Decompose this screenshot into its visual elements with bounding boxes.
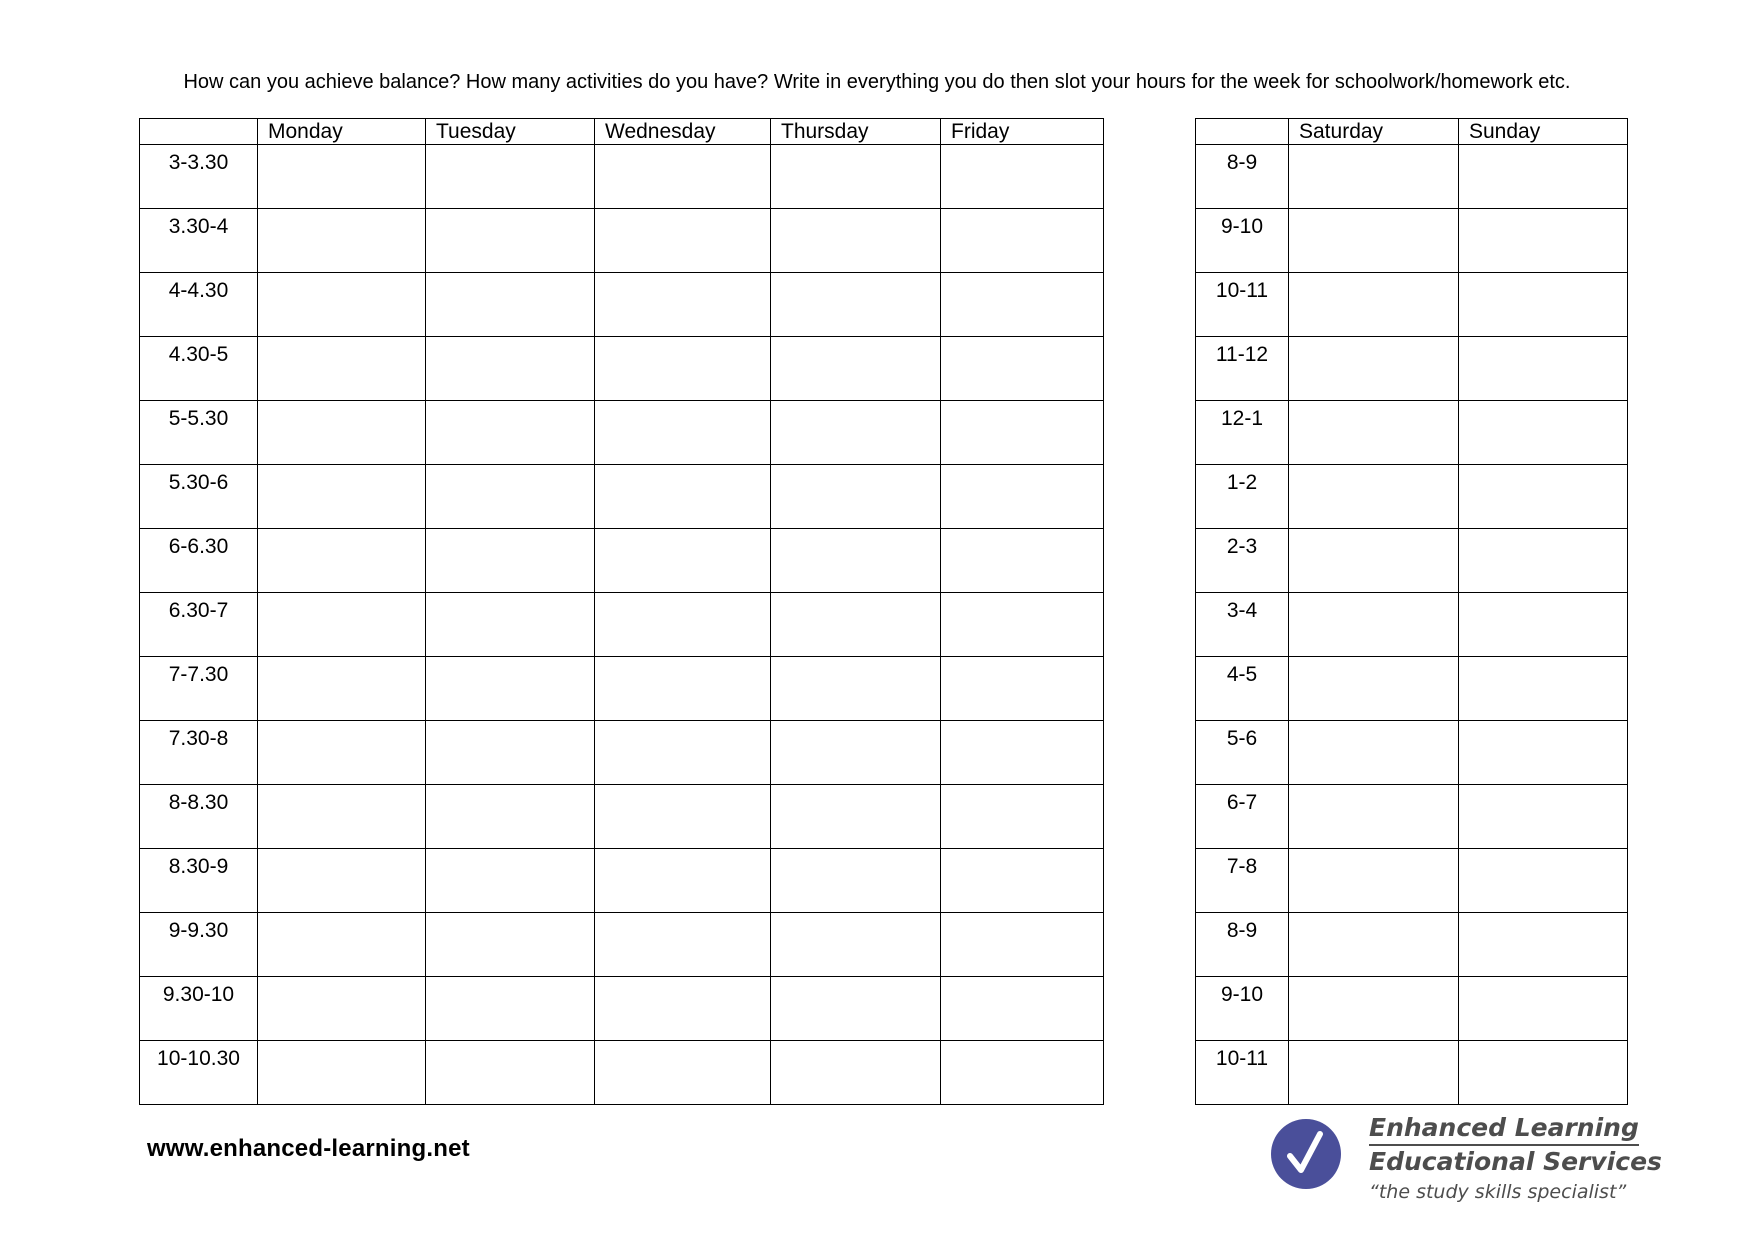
time-slot-label: 9.30-10 bbox=[140, 977, 258, 1041]
time-slot-label: 4-4.30 bbox=[140, 273, 258, 337]
weekend-time-row bbox=[1196, 913, 1628, 977]
schedule-cell-friday[interactable] bbox=[941, 529, 1104, 593]
schedule-cell-tuesday[interactable] bbox=[426, 977, 595, 1041]
schedule-cell-monday[interactable] bbox=[258, 593, 426, 657]
schedule-cell-saturday[interactable] bbox=[1289, 849, 1459, 913]
schedule-cell-saturday[interactable] bbox=[1289, 1041, 1459, 1105]
schedule-cell-saturday[interactable] bbox=[1289, 529, 1459, 593]
time-slot-label: 9-10 bbox=[1196, 977, 1289, 1041]
logo-line2: Educational Services bbox=[1369, 1147, 1662, 1176]
schedule-cell-monday[interactable] bbox=[258, 465, 426, 529]
time-slot-label: 5-6 bbox=[1196, 721, 1289, 785]
schedule-cell-saturday[interactable] bbox=[1289, 401, 1459, 465]
schedule-cell-monday[interactable] bbox=[258, 657, 426, 721]
schedule-cell-saturday[interactable] bbox=[1289, 721, 1459, 785]
schedule-cell-saturday[interactable] bbox=[1289, 273, 1459, 337]
schedule-cell-wednesday[interactable] bbox=[595, 1041, 771, 1105]
schedule-cell-monday[interactable] bbox=[258, 529, 426, 593]
schedule-cell-tuesday[interactable] bbox=[426, 849, 595, 913]
time-slot-label: 9-10 bbox=[1196, 209, 1289, 273]
weekend-header-row bbox=[1196, 119, 1628, 145]
schedule-cell-sunday[interactable] bbox=[1459, 529, 1628, 593]
schedule-cell-saturday[interactable] bbox=[1289, 657, 1459, 721]
schedule-cell-tuesday[interactable] bbox=[426, 529, 595, 593]
weekend-time-row bbox=[1196, 657, 1628, 721]
schedule-cell-friday[interactable] bbox=[941, 785, 1104, 849]
time-slot-label: 3.30-4 bbox=[140, 209, 258, 273]
schedule-cell-sunday[interactable] bbox=[1459, 209, 1628, 273]
schedule-cell-sunday[interactable] bbox=[1459, 721, 1628, 785]
weekend-timetable bbox=[1195, 118, 1628, 1105]
schedule-cell-friday[interactable] bbox=[941, 209, 1104, 273]
time-slot-label: 9-9.30 bbox=[140, 913, 258, 977]
schedule-cell-saturday[interactable] bbox=[1289, 977, 1459, 1041]
weekend-time-row bbox=[1196, 1041, 1628, 1105]
weekday-time-row bbox=[140, 1041, 1104, 1105]
schedule-cell-monday[interactable] bbox=[258, 273, 426, 337]
schedule-cell-tuesday[interactable] bbox=[426, 401, 595, 465]
weekday-time-row bbox=[140, 849, 1104, 913]
schedule-cell-tuesday[interactable] bbox=[426, 337, 595, 401]
time-slot-label: 8-9 bbox=[1196, 145, 1289, 209]
weekend-time-row bbox=[1196, 465, 1628, 529]
schedule-cell-thursday[interactable] bbox=[771, 593, 941, 657]
schedule-cell-saturday[interactable] bbox=[1289, 209, 1459, 273]
schedule-cell-saturday[interactable] bbox=[1289, 913, 1459, 977]
schedule-cell-wednesday[interactable] bbox=[595, 273, 771, 337]
weekday-time-row bbox=[140, 913, 1104, 977]
weekday-time-row bbox=[140, 977, 1104, 1041]
weekday-time-row bbox=[140, 721, 1104, 785]
schedule-cell-sunday[interactable] bbox=[1459, 977, 1628, 1041]
day-header-sunday: Sunday bbox=[1459, 119, 1628, 145]
weekend-time-row bbox=[1196, 529, 1628, 593]
schedule-cell-tuesday[interactable] bbox=[426, 209, 595, 273]
schedule-cell-monday[interactable] bbox=[258, 913, 426, 977]
logo-wordmark bbox=[1369, 1112, 1662, 1204]
weekend-time-row bbox=[1196, 401, 1628, 465]
schedule-cell-thursday[interactable] bbox=[771, 145, 941, 209]
weekday-time-row bbox=[140, 145, 1104, 209]
schedule-cell-sunday[interactable] bbox=[1459, 785, 1628, 849]
schedule-cell-thursday[interactable] bbox=[771, 849, 941, 913]
schedule-cell-wednesday[interactable] bbox=[595, 401, 771, 465]
schedule-cell-tuesday[interactable] bbox=[426, 593, 595, 657]
schedule-cell-monday[interactable] bbox=[258, 849, 426, 913]
schedule-cell-wednesday[interactable] bbox=[595, 657, 771, 721]
schedule-cell-monday[interactable] bbox=[258, 337, 426, 401]
schedule-cell-thursday[interactable] bbox=[771, 721, 941, 785]
schedule-cell-monday[interactable] bbox=[258, 145, 426, 209]
schedule-cell-friday[interactable] bbox=[941, 273, 1104, 337]
weekend-time-row bbox=[1196, 977, 1628, 1041]
time-slot-label: 7-7.30 bbox=[140, 657, 258, 721]
company-logo bbox=[1270, 1112, 1662, 1212]
schedule-cell-sunday[interactable] bbox=[1459, 657, 1628, 721]
schedule-cell-thursday[interactable] bbox=[771, 1041, 941, 1105]
time-slot-label: 10-11 bbox=[1196, 273, 1289, 337]
schedule-cell-tuesday[interactable] bbox=[426, 785, 595, 849]
schedule-cell-friday[interactable] bbox=[941, 1041, 1104, 1105]
schedule-cell-thursday[interactable] bbox=[771, 465, 941, 529]
weekday-header-row bbox=[140, 119, 1104, 145]
weekend-time-row bbox=[1196, 849, 1628, 913]
schedule-cell-monday[interactable] bbox=[258, 721, 426, 785]
weekend-time-row bbox=[1196, 209, 1628, 273]
weekend-time-row bbox=[1196, 337, 1628, 401]
schedule-cell-tuesday[interactable] bbox=[426, 1041, 595, 1105]
schedule-cell-tuesday[interactable] bbox=[426, 145, 595, 209]
time-slot-label: 4.30-5 bbox=[140, 337, 258, 401]
schedule-cell-friday[interactable] bbox=[941, 849, 1104, 913]
day-header-tuesday: Tuesday bbox=[426, 119, 595, 145]
schedule-cell-sunday[interactable] bbox=[1459, 145, 1628, 209]
weekday-time-row bbox=[140, 337, 1104, 401]
weekend-time-row bbox=[1196, 273, 1628, 337]
time-slot-label: 8.30-9 bbox=[140, 849, 258, 913]
schedule-cell-thursday[interactable] bbox=[771, 529, 941, 593]
time-slot-label: 4-5 bbox=[1196, 657, 1289, 721]
schedule-cell-thursday[interactable] bbox=[771, 209, 941, 273]
weekday-time-row bbox=[140, 273, 1104, 337]
schedule-cell-sunday[interactable] bbox=[1459, 913, 1628, 977]
weekday-timetable bbox=[139, 118, 1104, 1105]
schedule-cell-thursday[interactable] bbox=[771, 977, 941, 1041]
schedule-cell-tuesday[interactable] bbox=[426, 657, 595, 721]
weekday-time-row bbox=[140, 209, 1104, 273]
day-header-wednesday: Wednesday bbox=[595, 119, 771, 145]
day-header-friday: Friday bbox=[941, 119, 1104, 145]
schedule-cell-wednesday[interactable] bbox=[595, 529, 771, 593]
time-slot-label: 12-1 bbox=[1196, 401, 1289, 465]
schedule-cell-wednesday[interactable] bbox=[595, 849, 771, 913]
schedule-cell-friday[interactable] bbox=[941, 145, 1104, 209]
time-slot-label: 3-4 bbox=[1196, 593, 1289, 657]
time-slot-label: 6.30-7 bbox=[140, 593, 258, 657]
schedule-cell-wednesday[interactable] bbox=[595, 913, 771, 977]
time-slot-label: 7-8 bbox=[1196, 849, 1289, 913]
weekend-time-row bbox=[1196, 785, 1628, 849]
schedule-cell-friday[interactable] bbox=[941, 721, 1104, 785]
schedule-cell-tuesday[interactable] bbox=[426, 721, 595, 785]
schedule-cell-saturday[interactable] bbox=[1289, 785, 1459, 849]
schedule-cell-thursday[interactable] bbox=[771, 337, 941, 401]
weekday-time-row bbox=[140, 465, 1104, 529]
weekday-time-row bbox=[140, 657, 1104, 721]
time-slot-label: 8-8.30 bbox=[140, 785, 258, 849]
schedule-cell-tuesday[interactable] bbox=[426, 913, 595, 977]
schedule-cell-thursday[interactable] bbox=[771, 785, 941, 849]
schedule-cell-wednesday[interactable] bbox=[595, 337, 771, 401]
day-header-saturday: Saturday bbox=[1289, 119, 1459, 145]
schedule-cell-friday[interactable] bbox=[941, 593, 1104, 657]
time-slot-label: 1-2 bbox=[1196, 465, 1289, 529]
schedule-cell-sunday[interactable] bbox=[1459, 465, 1628, 529]
schedule-cell-saturday[interactable] bbox=[1289, 145, 1459, 209]
time-slot-label: 8-9 bbox=[1196, 913, 1289, 977]
schedule-cell-monday[interactable] bbox=[258, 785, 426, 849]
schedule-cell-wednesday[interactable] bbox=[595, 977, 771, 1041]
time-slot-label: 6-6.30 bbox=[140, 529, 258, 593]
schedule-cell-sunday[interactable] bbox=[1459, 593, 1628, 657]
weekday-time-row bbox=[140, 593, 1104, 657]
time-slot-label: 10-10.30 bbox=[140, 1041, 258, 1105]
schedule-cell-tuesday[interactable] bbox=[426, 273, 595, 337]
schedule-cell-thursday[interactable] bbox=[771, 401, 941, 465]
time-slot-label: 5.30-6 bbox=[140, 465, 258, 529]
schedule-cell-wednesday[interactable] bbox=[595, 721, 771, 785]
schedule-cell-wednesday[interactable] bbox=[595, 209, 771, 273]
time-slot-label: 3-3.30 bbox=[140, 145, 258, 209]
weekend-time-row bbox=[1196, 145, 1628, 209]
schedule-cell-tuesday[interactable] bbox=[426, 465, 595, 529]
day-header-monday: Monday bbox=[258, 119, 426, 145]
schedule-cell-friday[interactable] bbox=[941, 465, 1104, 529]
schedule-cell-saturday[interactable] bbox=[1289, 337, 1459, 401]
schedule-cell-sunday[interactable] bbox=[1459, 273, 1628, 337]
schedule-cell-monday[interactable] bbox=[258, 977, 426, 1041]
logo-line1: Enhanced Learning bbox=[1369, 1112, 1639, 1146]
logo-tagline: “the study skills specialist” bbox=[1369, 1181, 1627, 1203]
day-header-thursday: Thursday bbox=[771, 119, 941, 145]
schedule-cell-wednesday[interactable] bbox=[595, 785, 771, 849]
weekday-time-row bbox=[140, 529, 1104, 593]
schedule-cell-monday[interactable] bbox=[258, 401, 426, 465]
schedule-cell-wednesday[interactable] bbox=[595, 145, 771, 209]
checkmark-circle-icon bbox=[1270, 1118, 1342, 1190]
schedule-cell-friday[interactable] bbox=[941, 913, 1104, 977]
schedule-cell-thursday[interactable] bbox=[771, 913, 941, 977]
time-slot-label: 11-12 bbox=[1196, 337, 1289, 401]
schedule-cell-friday[interactable] bbox=[941, 977, 1104, 1041]
schedule-cell-thursday[interactable] bbox=[771, 657, 941, 721]
schedule-cell-sunday[interactable] bbox=[1459, 1041, 1628, 1105]
weekend-time-row bbox=[1196, 721, 1628, 785]
schedule-cell-friday[interactable] bbox=[941, 337, 1104, 401]
schedule-cell-saturday[interactable] bbox=[1289, 465, 1459, 529]
time-slot-label: 2-3 bbox=[1196, 529, 1289, 593]
weekday-time-row bbox=[140, 785, 1104, 849]
time-slot-label: 10-11 bbox=[1196, 1041, 1289, 1105]
schedule-cell-friday[interactable] bbox=[941, 657, 1104, 721]
schedule-cell-monday[interactable] bbox=[258, 1041, 426, 1105]
weekday-corner-cell bbox=[140, 119, 258, 145]
weekday-time-row bbox=[140, 401, 1104, 465]
time-slot-label: 7.30-8 bbox=[140, 721, 258, 785]
schedule-cell-wednesday[interactable] bbox=[595, 593, 771, 657]
schedule-cell-monday[interactable] bbox=[258, 209, 426, 273]
schedule-cell-friday[interactable] bbox=[941, 401, 1104, 465]
schedule-cell-saturday[interactable] bbox=[1289, 593, 1459, 657]
weekend-corner-cell bbox=[1196, 119, 1289, 145]
schedule-cell-sunday[interactable] bbox=[1459, 401, 1628, 465]
schedule-cell-sunday[interactable] bbox=[1459, 849, 1628, 913]
schedule-cell-sunday[interactable] bbox=[1459, 337, 1628, 401]
schedule-cell-wednesday[interactable] bbox=[595, 465, 771, 529]
time-slot-label: 6-7 bbox=[1196, 785, 1289, 849]
instructions-text: How can you achieve balance? How many activities do you have? Write in everything you do then slot your hours for the week for schoolwork/homework etc. bbox=[183, 71, 1571, 93]
time-slot-label: 5-5.30 bbox=[140, 401, 258, 465]
weekend-time-row bbox=[1196, 593, 1628, 657]
schedule-cell-thursday[interactable] bbox=[771, 273, 941, 337]
website-url[interactable]: www.enhanced-learning.net bbox=[147, 1135, 470, 1162]
